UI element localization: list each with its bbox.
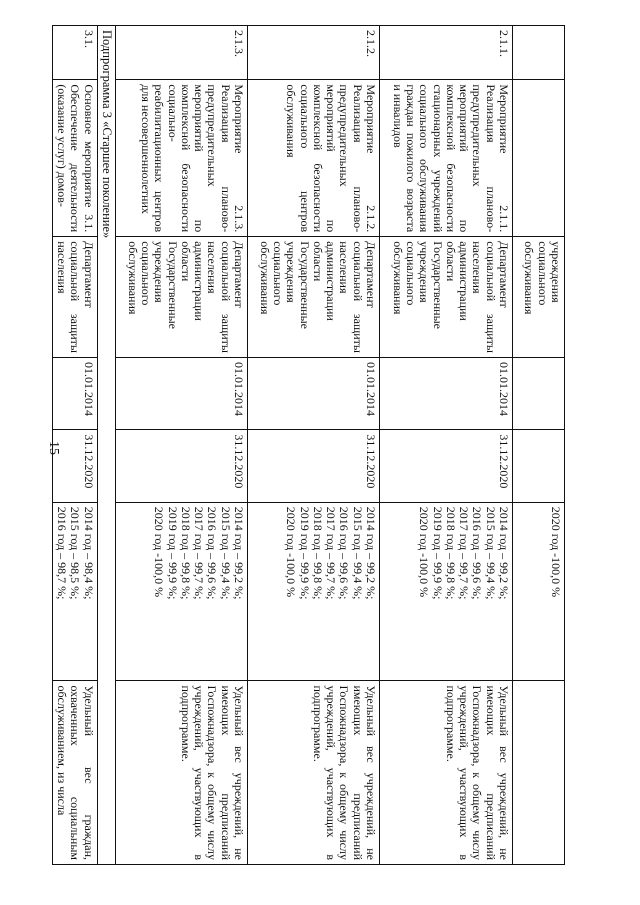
target-value: 2014 год – 99,2 %; bbox=[364, 506, 378, 600]
activity-name: Основное мероприятие 3.1. Обеспечение деятельности (оказание услуг) домов- bbox=[52, 80, 97, 237]
end-date: 31.12.2020 bbox=[52, 430, 97, 502]
target-value: 2019 год – 99,9 %; bbox=[165, 506, 180, 600]
target-value: 2020 год -100,0 % bbox=[549, 506, 563, 598]
target-value: 2020 год -100,0 % bbox=[417, 506, 432, 598]
target-value: 2017 год – 99,7 %; bbox=[192, 506, 207, 600]
program-table bbox=[55, 25, 565, 865]
executor: Департамент социальной защиты населения администрации области Государственные учреждения социального обслуживания bbox=[248, 237, 380, 358]
target-value: 2016 год – 99,6 %; bbox=[337, 506, 352, 600]
target-values bbox=[380, 502, 513, 681]
target-value: 2014 год – 99,2 %; bbox=[232, 506, 246, 600]
table-row bbox=[513, 26, 565, 865]
row-number bbox=[513, 26, 565, 80]
activity-name: Мероприятие 2.1.1. Реализация планово-предупредительных мероприятий по комплексной безопасности стационарных учреждений социального обслуживания граждан пожилого возраста и инвалидов bbox=[380, 80, 513, 237]
row-number: 2.1.1. bbox=[380, 26, 513, 80]
target-value: 2019 год – 99,9 %; bbox=[297, 506, 312, 600]
table-row bbox=[248, 26, 380, 865]
target-value: 2016 год – 99,6 %; bbox=[205, 506, 220, 600]
activity-name bbox=[513, 80, 565, 237]
executor: Департамент социальной защиты населения администрации области Государственные учреждения социального обслуживания bbox=[380, 237, 513, 358]
subprogram-row bbox=[97, 26, 115, 865]
target-value: 2014 год – 99,2 %; bbox=[497, 506, 511, 600]
target-value: 2016 год – 98,7 %; bbox=[55, 506, 70, 600]
target-value: 2019 год – 99,9 %; bbox=[430, 506, 445, 600]
start-date: 01.01.2014 bbox=[52, 357, 97, 429]
end-date bbox=[513, 430, 565, 502]
executor: Департамент социальной защиты населения администрации области Государственные учреждения социального обслуживания bbox=[116, 237, 248, 358]
target-value: 2015 год – 99,4 %; bbox=[483, 506, 498, 600]
start-date bbox=[513, 357, 565, 429]
target-value: 2020 год -100,0 % bbox=[152, 506, 167, 598]
indicator: Удельный вес учреждений, не имеющих предписаний Госпожнадзора, к общему числу учреждений, участвующих в подпрограмме. bbox=[248, 681, 380, 865]
executor: Департамент социальной защиты населения bbox=[52, 237, 97, 358]
target-value: 2015 год – 98,5 %; bbox=[68, 506, 83, 600]
target-value: 2018 год – 99,8 %; bbox=[310, 506, 325, 600]
target-value: 2017 год – 99,7 %; bbox=[324, 506, 339, 600]
indicator: Удельный вес граждан, охваченных социальным обслуживанием, из числа bbox=[52, 681, 97, 865]
start-date: 01.01.2014 bbox=[380, 357, 513, 429]
end-date: 31.12.2020 bbox=[248, 430, 380, 502]
indicator: Удельный вес учреждений, не имеющих предписаний Госпожнадзора, к общему числу учреждений, участвующих в подпрограмме. bbox=[380, 681, 513, 865]
activity-name: Мероприятие 2.1.2. Реализация планово-предупредительных мероприятий по комплексной безопасности социального центров обслуживания bbox=[248, 80, 380, 237]
target-value: 2018 год – 99,8 %; bbox=[178, 506, 193, 600]
target-values bbox=[513, 502, 565, 681]
row-number: 2.1.3. bbox=[116, 26, 248, 80]
target-value: 2015 год – 99,4 %; bbox=[350, 506, 365, 600]
page-number: 15 bbox=[46, 441, 61, 455]
target-value: 2014 год – 98,4 %; bbox=[81, 506, 96, 600]
executor: учреждения социального обслуживания bbox=[513, 237, 565, 358]
row-number: 3.1. bbox=[52, 26, 97, 80]
table-row bbox=[380, 26, 513, 865]
target-values bbox=[116, 502, 248, 681]
end-date: 31.12.2020 bbox=[116, 430, 248, 502]
activity-name: Мероприятие 2.1.3. Реализация планово-предупредительных мероприятий по комплексной безопасности социально-реабилитационных центров для несовершеннолетних bbox=[116, 80, 248, 237]
table-row bbox=[116, 26, 248, 865]
row-number: 2.1.2. bbox=[248, 26, 380, 80]
table-row bbox=[52, 26, 97, 865]
target-value: 2017 год – 99,7 %; bbox=[457, 506, 472, 600]
subprogram-title: Подпрограмма 3 «Старшее поколение» bbox=[97, 26, 115, 865]
target-value: 2015 год – 99,4 %; bbox=[218, 506, 233, 600]
indicator: Удельный вес учреждений, не имеющих предписаний Госпожнадзора, к общему числу учреждений, участвующих в подпрограмме. bbox=[116, 681, 248, 865]
start-date: 01.01.2014 bbox=[248, 357, 380, 429]
indicator bbox=[513, 681, 565, 865]
start-date: 01.01.2014 bbox=[116, 357, 248, 429]
target-value: 2016 год – 99,6 %; bbox=[470, 506, 485, 600]
target-value: 2020 год -100,0 % bbox=[284, 506, 299, 598]
end-date: 31.12.2020 bbox=[380, 430, 513, 502]
target-values bbox=[248, 502, 380, 681]
target-value: 2018 год – 99,8 %; bbox=[443, 506, 458, 600]
target-values bbox=[52, 502, 97, 681]
